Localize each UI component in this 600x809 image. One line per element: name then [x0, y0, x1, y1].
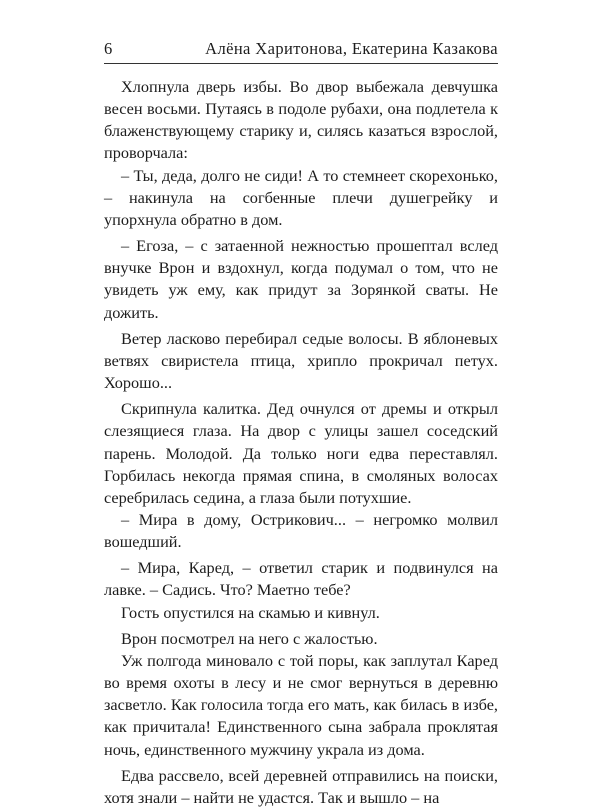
paragraph: – Ты, деда, долго не сиди! А то стемнеет скорехонько, – накинула на согбенные плечи душегрейку и упорхнула обратно в дом. — [104, 165, 498, 229]
paragraph: Хлопнула дверь избы. Во двор выбежала девчушка весен восьми. Путаясь в подоле рубахи, она подлетела к блаженствующему старику и, силясь казаться взрослой, проворчала: — [104, 77, 498, 163]
page-number: 6 — [104, 39, 113, 58]
paragraph: Гость опустился на скамью и кивнул. — [121, 602, 380, 622]
paragraph: Уж полгода миновало с той поры, как заплутал Каред во время охоты в лесу и не смог вернуться в деревню засветло. Как голосила тогда его мать, как билась в избе, как причитала! Единственного сына забрала проклятая ночь, единственного мужчину украла из дома. — [104, 650, 498, 759]
paragraph: – Егоза, – с затаенной нежностью прошептал вслед внучке Врон и вздохнул, когда подумал о том, что не увидеть уж ему, как придут за Зорянкой сваты. Не дожить. — [104, 236, 498, 322]
running-header — [104, 37, 498, 64]
paragraph: – Мира, Каред, – ответил старик и подвинулся на лавке. – Садись. Что? Маетно тебе? — [104, 558, 498, 600]
paragraph: Скрипнула калитка. Дед очнулся от дремы и открыл слезящиеся глаза. На двор с улицы зашел соседский парень. Молодой. Да только ноги едва переставлял. Горбилась некогда прямая спина, в смоляных волосах серебрилась седина, а глаза были потухшие. — [104, 399, 498, 507]
header-authors: Алёна Харитонова, Екатерина Казакова — [205, 39, 498, 58]
paragraph: – Мира в дому, Острикович... – негромко молвил вошедший. — [104, 509, 498, 552]
paragraph: Ветер ласково перебирал седые волосы. В яблоневых ветвях свиристела птица, хрипло прокричал петух. Хорошо... — [104, 328, 498, 393]
body-text — [104, 76, 498, 809]
paragraph: Врон посмотрел на него с жалостью. — [121, 628, 378, 648]
paragraph: Едва рассвело, всей деревней отправились на поиски, хотя знали – найти не удастся. Так и вышло – на — [104, 765, 498, 807]
